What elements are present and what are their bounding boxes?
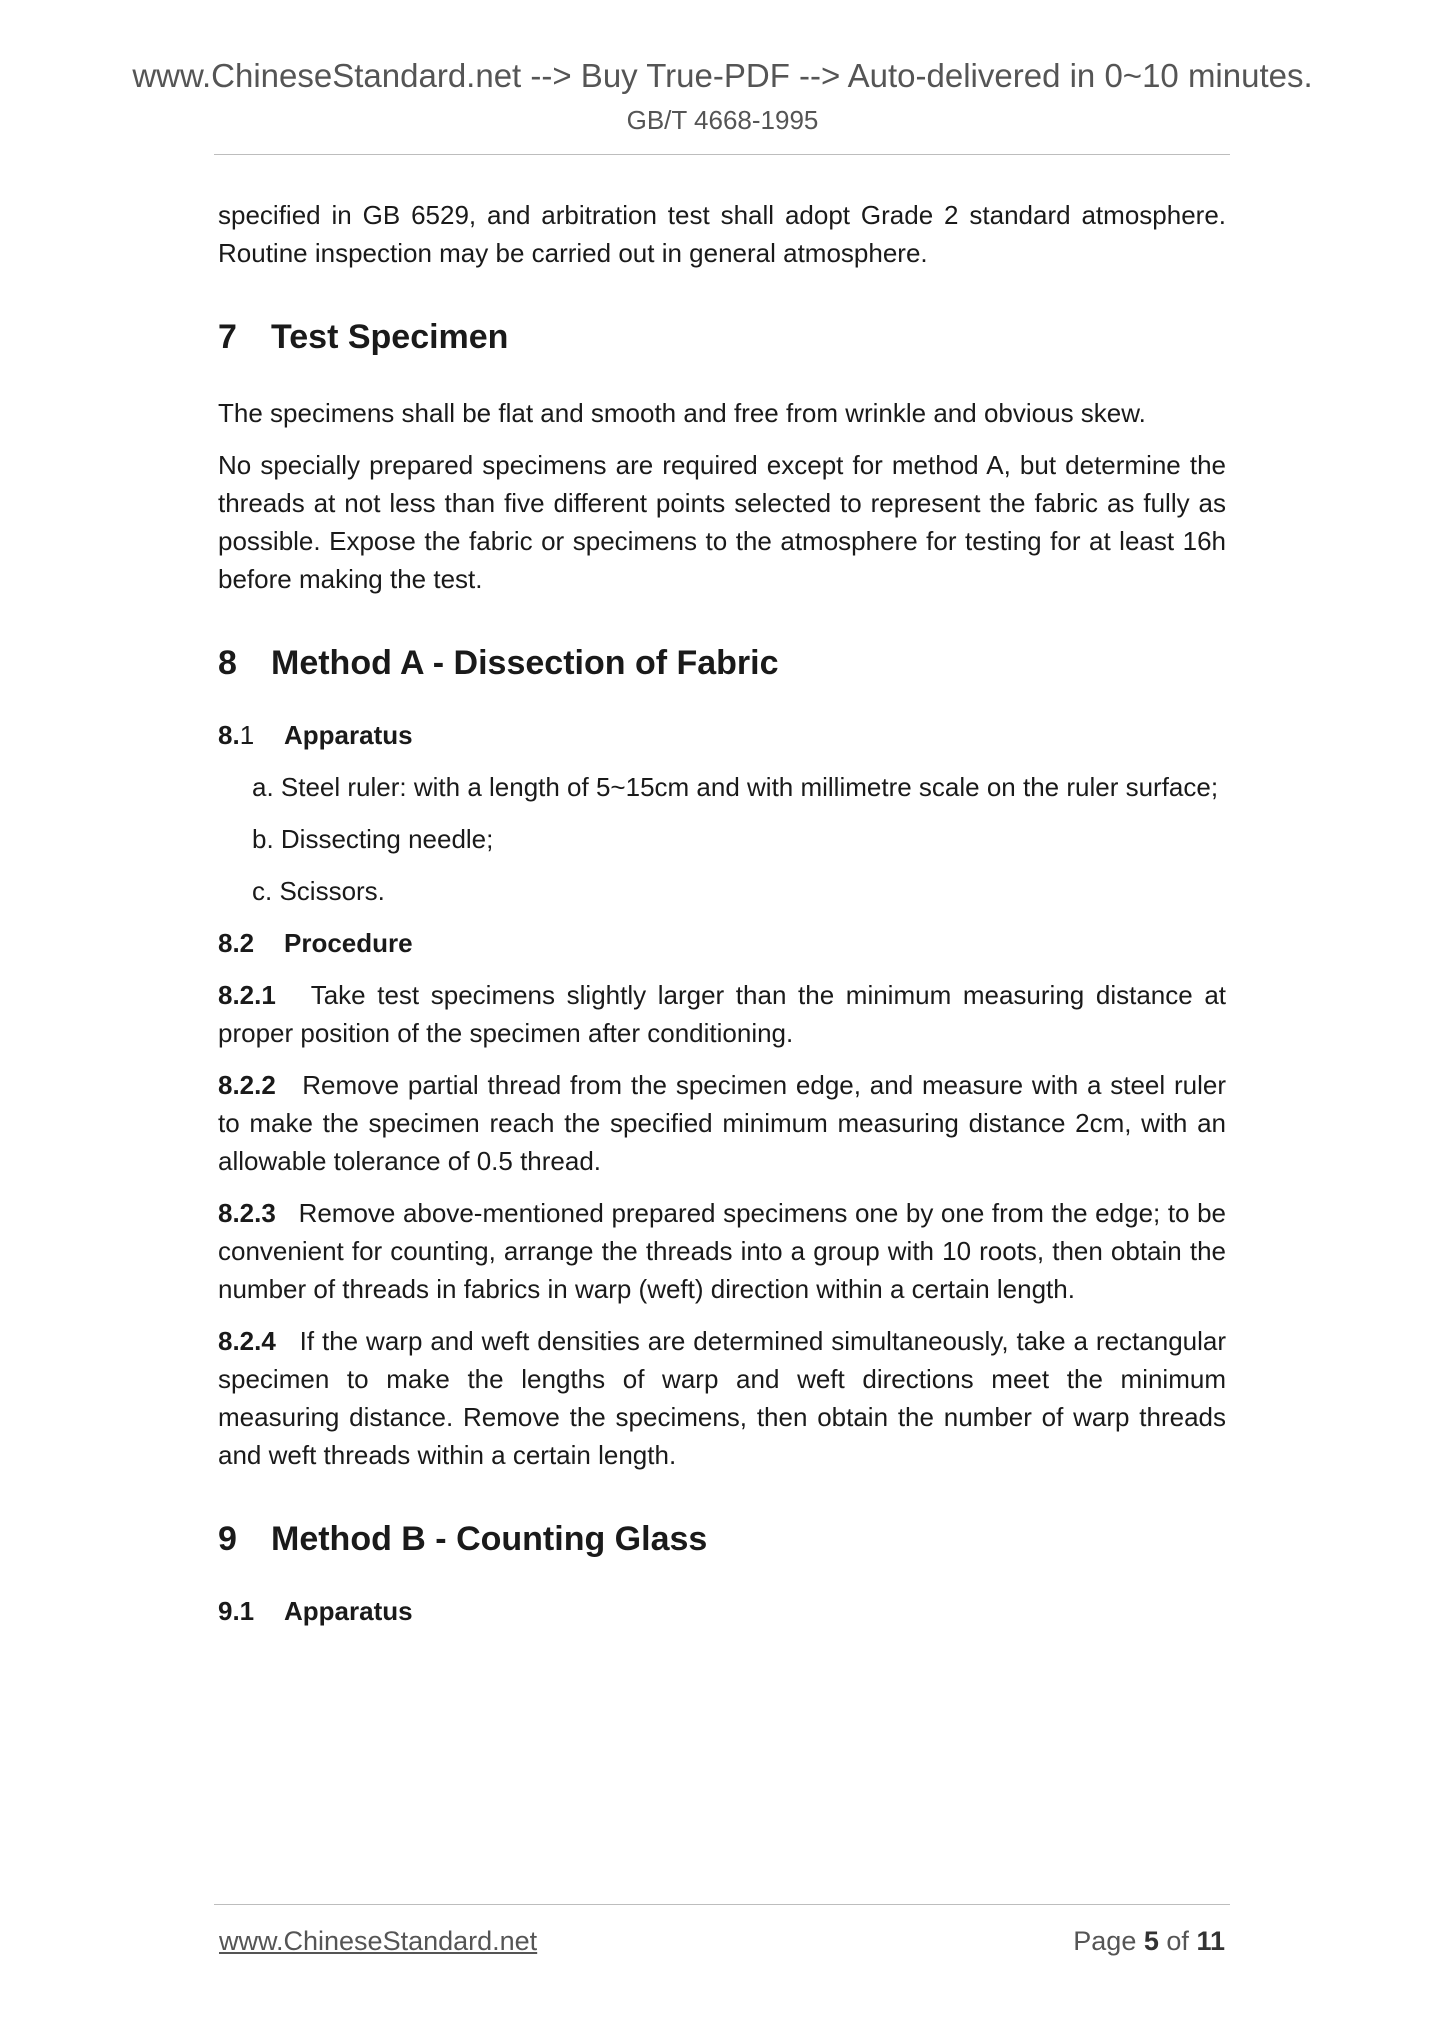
footer-site-link[interactable]: www.ChineseStandard.net (219, 1926, 538, 1956)
section-7-para-1: The specimens shall be flat and smooth and free from wrinkle and obvious skew. (218, 398, 1146, 428)
clause-text: Remove above-mentioned prepared specimens one by one from the edge; to be convenient for counting, arrange the threads into a group with 10 roots, then obtain the number of threads in fabrics in warp (weft) direction within a certain length. (218, 1198, 1227, 1304)
section-title: Method B - Counting Glass (271, 1520, 708, 1558)
subsection-number-rest: 1 (239, 720, 255, 750)
apparatus-item-b: b. Dissecting needle; (252, 824, 494, 854)
clause-8-2-1 (218, 976, 1226, 1052)
standard-code: GB/T 4668-1995 (626, 105, 819, 135)
section-7-para-2: No specially prepared specimens are required except for method A, but determine the threads at not less than five different points selected to represent the fabric as fully as possible. Expose the fabric or specimens to the atmosphere for testing for at least 16h before making the test. (218, 450, 1226, 594)
clause-number: 8.2.3 (218, 1198, 276, 1228)
page-label: Page (1073, 1926, 1137, 1956)
subsection-title: Apparatus (284, 720, 413, 750)
clause-8-2-3 (218, 1194, 1226, 1308)
section-number: 7 (218, 318, 237, 356)
section-7-heading (218, 316, 1226, 358)
page-total: 11 (1196, 1926, 1225, 1956)
clause-8-2-2 (218, 1066, 1226, 1180)
clause-8-2-4 (218, 1322, 1226, 1474)
section-number: 8 (218, 644, 237, 682)
page-content (218, 196, 1226, 1630)
footer-divider (214, 1904, 1230, 1905)
intro-paragraph: specified in GB 6529, and arbitration test shall adopt Grade 2 standard atmosphere. Routine inspection may be carried out in general atmosphere. (218, 200, 1226, 268)
page-current: 5 (1143, 1926, 1159, 1956)
clause-number: 8.2.1 (218, 980, 276, 1010)
section-8-heading (218, 642, 1226, 684)
section-9-heading (218, 1518, 1226, 1560)
header-banner[interactable]: www.ChineseStandard.net --> Buy True-PDF --> Auto-delivered in 0~10 minutes. (132, 57, 1313, 94)
apparatus-item-a: a. Steel ruler: with a length of 5~15cm and with millimetre scale on the ruler surface; (252, 772, 1219, 802)
section-number: 9 (218, 1520, 237, 1558)
section-title: Test Specimen (271, 318, 509, 356)
page-indicator (1073, 1924, 1225, 1958)
apparatus-item-c: c. Scissors. (252, 876, 385, 906)
subsection-title: Apparatus (284, 1596, 413, 1626)
subsection-number: 9.1 (218, 1596, 255, 1626)
subsection-9-1-heading (218, 1592, 1226, 1630)
subsection-8-1-heading (218, 716, 1226, 754)
header-divider (214, 154, 1230, 155)
clause-text: Remove partial thread from the specimen edge, and measure with a steel ruler to make the specimen reach the specified minimum measuring distance 2cm, with an allowable tolerance of 0.5 thread. (218, 1070, 1226, 1176)
clause-number: 8.2.4 (218, 1326, 276, 1356)
subsection-8-2-heading (218, 924, 1226, 962)
page-of-label: of (1166, 1926, 1189, 1956)
subsection-number-bold: 8. (218, 720, 240, 750)
section-title: Method A - Dissection of Fabric (271, 644, 779, 682)
subsection-title: Procedure (284, 928, 413, 958)
clause-text: Take test specimens slightly larger than the minimum measuring distance at proper position of the specimen after conditioning. (218, 980, 1226, 1048)
subsection-number: 8.2 (218, 928, 255, 958)
clause-number: 8.2.2 (218, 1070, 276, 1100)
clause-text: If the warp and weft densities are determined simultaneously, take a rectangular specimen to make the lengths of warp and weft directions meet the minimum measuring distance. Remove the specimens, then obtain the number of warp threads and weft threads within a certain length. (218, 1326, 1227, 1470)
